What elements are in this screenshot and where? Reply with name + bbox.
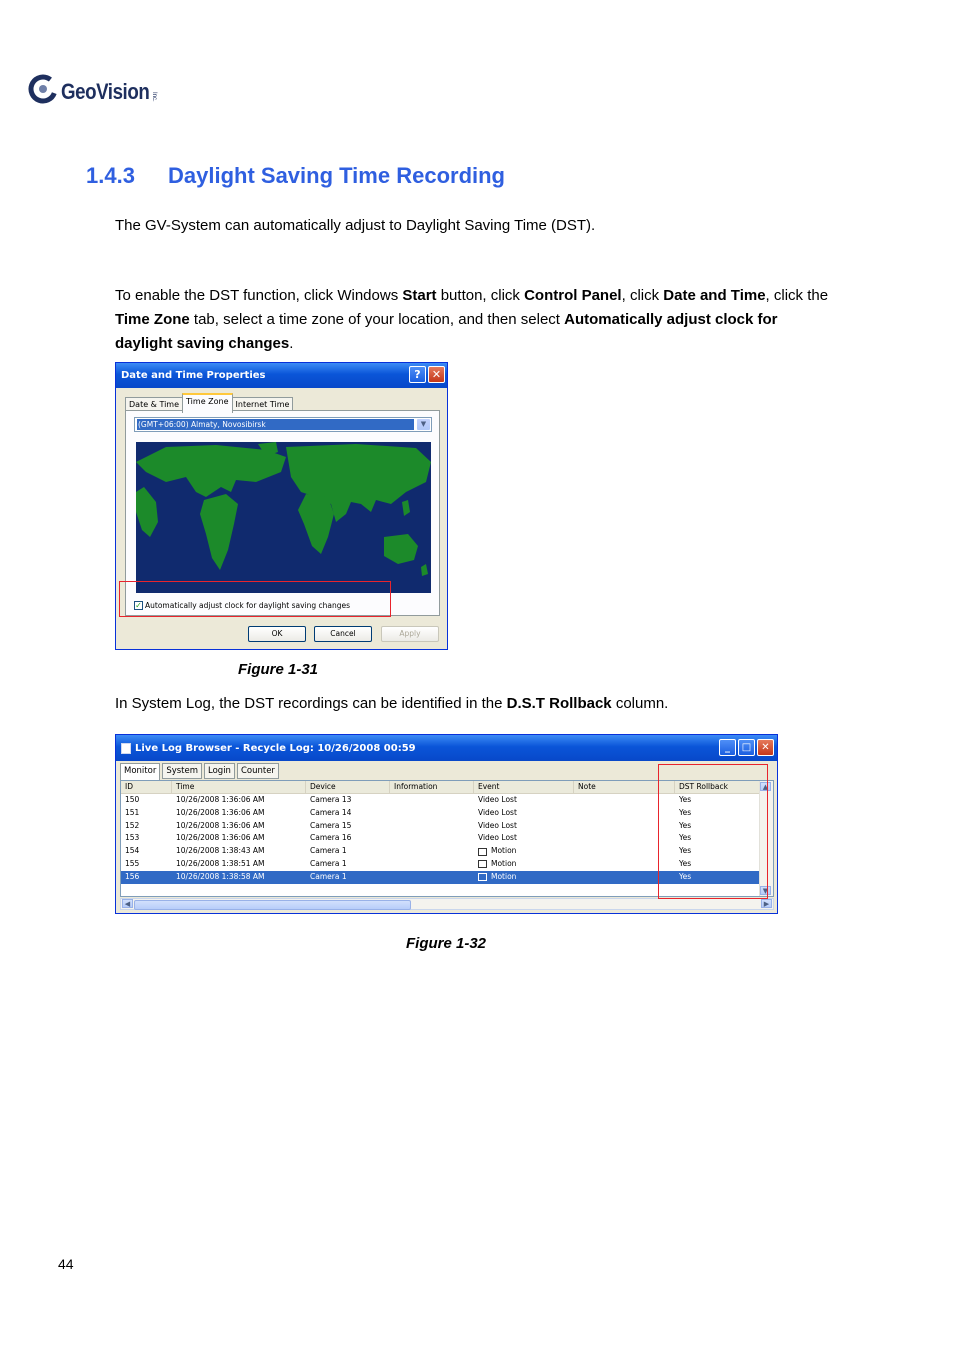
bold-run: Time Zone — [115, 311, 190, 328]
close-icon[interactable]: ✕ — [757, 739, 774, 756]
cell-time-text: 10/26/2008 1:38:43 AM — [176, 846, 265, 856]
tab-date-time[interactable]: Date & Time — [125, 397, 183, 413]
cell-time — [172, 845, 306, 858]
cell-time-text: 10/26/2008 1:38:51 AM — [176, 858, 265, 868]
log-window-title: Live Log Browser - Recycle Log: 10/26/2008 00:59 — [135, 742, 416, 754]
cell-time-text: 10/26/2008 1:36:06 AM — [176, 833, 265, 843]
cell-event-text: Video Lost — [478, 807, 517, 817]
cell-information — [390, 794, 474, 807]
dst-highlight-box — [119, 581, 391, 617]
cell-id-text: 155 — [125, 858, 140, 868]
cell-event-text: Motion — [491, 871, 517, 881]
cell-id — [121, 820, 172, 833]
cell-dst-rollback-text: Yes — [679, 820, 692, 830]
cell-id — [121, 794, 172, 807]
scroll-down-icon[interactable]: ▼ — [760, 886, 771, 895]
column-header-note[interactable]: Note — [574, 781, 675, 793]
cell-time — [172, 858, 306, 871]
cell-id — [121, 807, 172, 820]
geovision-logo-mark-icon — [28, 74, 58, 104]
cell-event — [474, 820, 574, 833]
scroll-up-icon[interactable]: ▲ — [760, 782, 771, 791]
geovision-logo — [28, 68, 157, 104]
cell-id-text: 151 — [125, 807, 140, 817]
cell-time — [172, 871, 306, 884]
app-icon — [121, 743, 131, 754]
cell-time-text: 10/26/2008 1:36:06 AM — [176, 807, 265, 817]
horizontal-scrollbar[interactable] — [120, 898, 774, 910]
text-run: button, click — [436, 287, 525, 304]
cell-time — [172, 807, 306, 820]
tab-counter[interactable]: Counter — [237, 763, 279, 779]
cell-device-text: Camera 1 — [310, 846, 347, 856]
cell-id — [121, 871, 172, 884]
scroll-left-icon[interactable]: ◀ — [122, 899, 133, 908]
cell-device — [306, 871, 390, 884]
column-header-event[interactable]: Event — [474, 781, 574, 793]
cell-device-text: Camera 14 — [310, 807, 352, 817]
cell-id-text: 150 — [125, 795, 140, 804]
apply-button[interactable]: Apply — [381, 626, 439, 642]
cell-time-text: 10/26/2008 1:36:06 AM — [176, 820, 265, 830]
help-button[interactable]: ? — [409, 366, 426, 383]
cancel-button[interactable]: Cancel — [314, 626, 372, 642]
world-map-icon — [136, 442, 431, 593]
section-title: Daylight Saving Time Recording — [168, 163, 505, 188]
column-header-id[interactable]: ID — [121, 781, 172, 793]
cell-id-text: 154 — [125, 846, 140, 856]
text-run: , click — [621, 287, 664, 304]
cell-event — [474, 794, 574, 807]
bold-run: Automatically adjust clock for daylight saving changes — [115, 311, 778, 352]
close-button[interactable]: ✕ — [428, 366, 445, 383]
cell-device — [306, 807, 390, 820]
cell-dst-rollback-text: Yes — [679, 833, 692, 843]
text-run: tab, select a time zone of your location, and then select — [189, 311, 565, 328]
cell-information — [390, 807, 474, 820]
cell-time — [172, 794, 306, 807]
timezone-select[interactable] — [134, 417, 432, 432]
cell-id — [121, 845, 172, 858]
cell-dst-rollback-text: Yes — [679, 807, 692, 817]
cell-event-text: Video Lost — [478, 795, 517, 804]
motion-event-icon — [478, 848, 487, 856]
cell-device — [306, 832, 390, 845]
figure-caption-1: Figure 1-31 — [238, 661, 319, 678]
dst-checkbox-label: Automatically adjust clock for daylight saving changes — [145, 601, 351, 610]
cell-device-text: Camera 16 — [310, 833, 352, 843]
cell-event-text: Motion — [491, 846, 517, 856]
cell-dst-rollback-text: Yes — [679, 846, 692, 856]
cell-device — [306, 845, 390, 858]
timezone-value: (GMT+06:00) Almaty, Novosibirsk — [137, 419, 414, 430]
bold-run: D.S.T Rollback — [506, 695, 612, 712]
log-tabs — [120, 763, 281, 781]
cell-device — [306, 794, 390, 807]
intro-paragraph: The GV-System can automatically adjust to Daylight Saving Time (DST). — [115, 217, 596, 234]
cell-event — [474, 832, 574, 845]
cell-id — [121, 832, 172, 845]
world-map-image — [136, 442, 431, 593]
cell-device-text: Camera 13 — [310, 795, 352, 804]
text-run: column. — [611, 695, 669, 712]
ok-button[interactable]: OK — [248, 626, 306, 642]
cell-event-text: Video Lost — [478, 833, 517, 843]
cell-event — [474, 871, 574, 884]
column-header-device[interactable]: Device — [306, 781, 390, 793]
cell-event — [474, 807, 574, 820]
cell-device-text: Camera 1 — [310, 871, 347, 881]
text-run: , click the — [765, 287, 829, 304]
cell-event-text: Video Lost — [478, 820, 517, 830]
text-run: To enable the DST function, click Windows — [115, 287, 403, 304]
cell-event — [474, 858, 574, 871]
section-heading — [86, 163, 505, 189]
column-header-dst-rollback[interactable]: DST Rollback — [675, 781, 762, 793]
cell-time — [172, 820, 306, 833]
scroll-right-icon[interactable]: ▶ — [761, 899, 772, 908]
cell-device — [306, 858, 390, 871]
tab-system[interactable]: System — [162, 763, 202, 779]
dst-rollback-highlight-box — [658, 764, 768, 899]
instructions-paragraph — [115, 284, 835, 356]
bold-run: Date and Time — [663, 287, 766, 304]
section-number: 1.4.3 — [86, 163, 135, 188]
dialog-titlebar[interactable] — [116, 363, 447, 388]
system-log-paragraph — [115, 692, 835, 716]
cell-time — [172, 832, 306, 845]
text-run: . — [289, 335, 294, 352]
scroll-thumb[interactable] — [134, 900, 411, 910]
cell-id-text: 153 — [125, 833, 140, 843]
page-number: 44 — [58, 1256, 74, 1272]
logo-text: GeoVision — [61, 79, 150, 104]
cell-information — [390, 871, 474, 884]
figure-caption-2: Figure 1-32 — [406, 935, 487, 952]
bold-run: Start — [402, 287, 437, 304]
column-header-time[interactable]: Time — [172, 781, 306, 793]
cell-dst-rollback-text: Yes — [679, 858, 692, 868]
chevron-down-icon[interactable]: ▼ — [417, 419, 430, 430]
bold-run: Control Panel — [524, 287, 622, 304]
tab-login[interactable]: Login — [204, 763, 235, 779]
cell-device — [306, 820, 390, 833]
tab-time-zone[interactable]: Time Zone — [182, 393, 233, 413]
text-run: In System Log, the DST recordings can be identified in the — [115, 695, 507, 712]
cell-dst-rollback-text: Yes — [679, 795, 692, 804]
cell-information — [390, 858, 474, 871]
cell-device-text: Camera 15 — [310, 820, 352, 830]
cell-time-text: 10/26/2008 1:38:58 AM — [176, 871, 265, 881]
cell-event-text: Motion — [491, 858, 517, 868]
log-titlebar[interactable] — [116, 735, 777, 761]
tab-internet-time[interactable]: Internet Time — [232, 397, 294, 413]
logo-suffix: Inc. — [150, 92, 157, 102]
column-header-information[interactable]: Information — [390, 781, 474, 793]
cell-information — [390, 820, 474, 833]
cell-time-text: 10/26/2008 1:36:06 AM — [176, 795, 265, 804]
motion-event-icon — [478, 873, 487, 881]
cell-id — [121, 858, 172, 871]
cell-information — [390, 845, 474, 858]
dialog-title: Date and Time Properties — [121, 370, 266, 381]
motion-event-icon — [478, 860, 487, 868]
tab-monitor[interactable]: Monitor — [120, 763, 160, 781]
cell-event — [474, 845, 574, 858]
cell-device-text: Camera 1 — [310, 858, 347, 868]
minimize-icon[interactable]: _ — [719, 739, 736, 756]
maximize-icon[interactable]: □ — [738, 739, 755, 756]
dst-checkbox[interactable]: ✓ — [135, 601, 142, 610]
cell-information — [390, 832, 474, 845]
cell-id-text: 156 — [125, 871, 140, 881]
cell-dst-rollback-text: Yes — [679, 871, 692, 881]
cell-id-text: 152 — [125, 820, 140, 830]
